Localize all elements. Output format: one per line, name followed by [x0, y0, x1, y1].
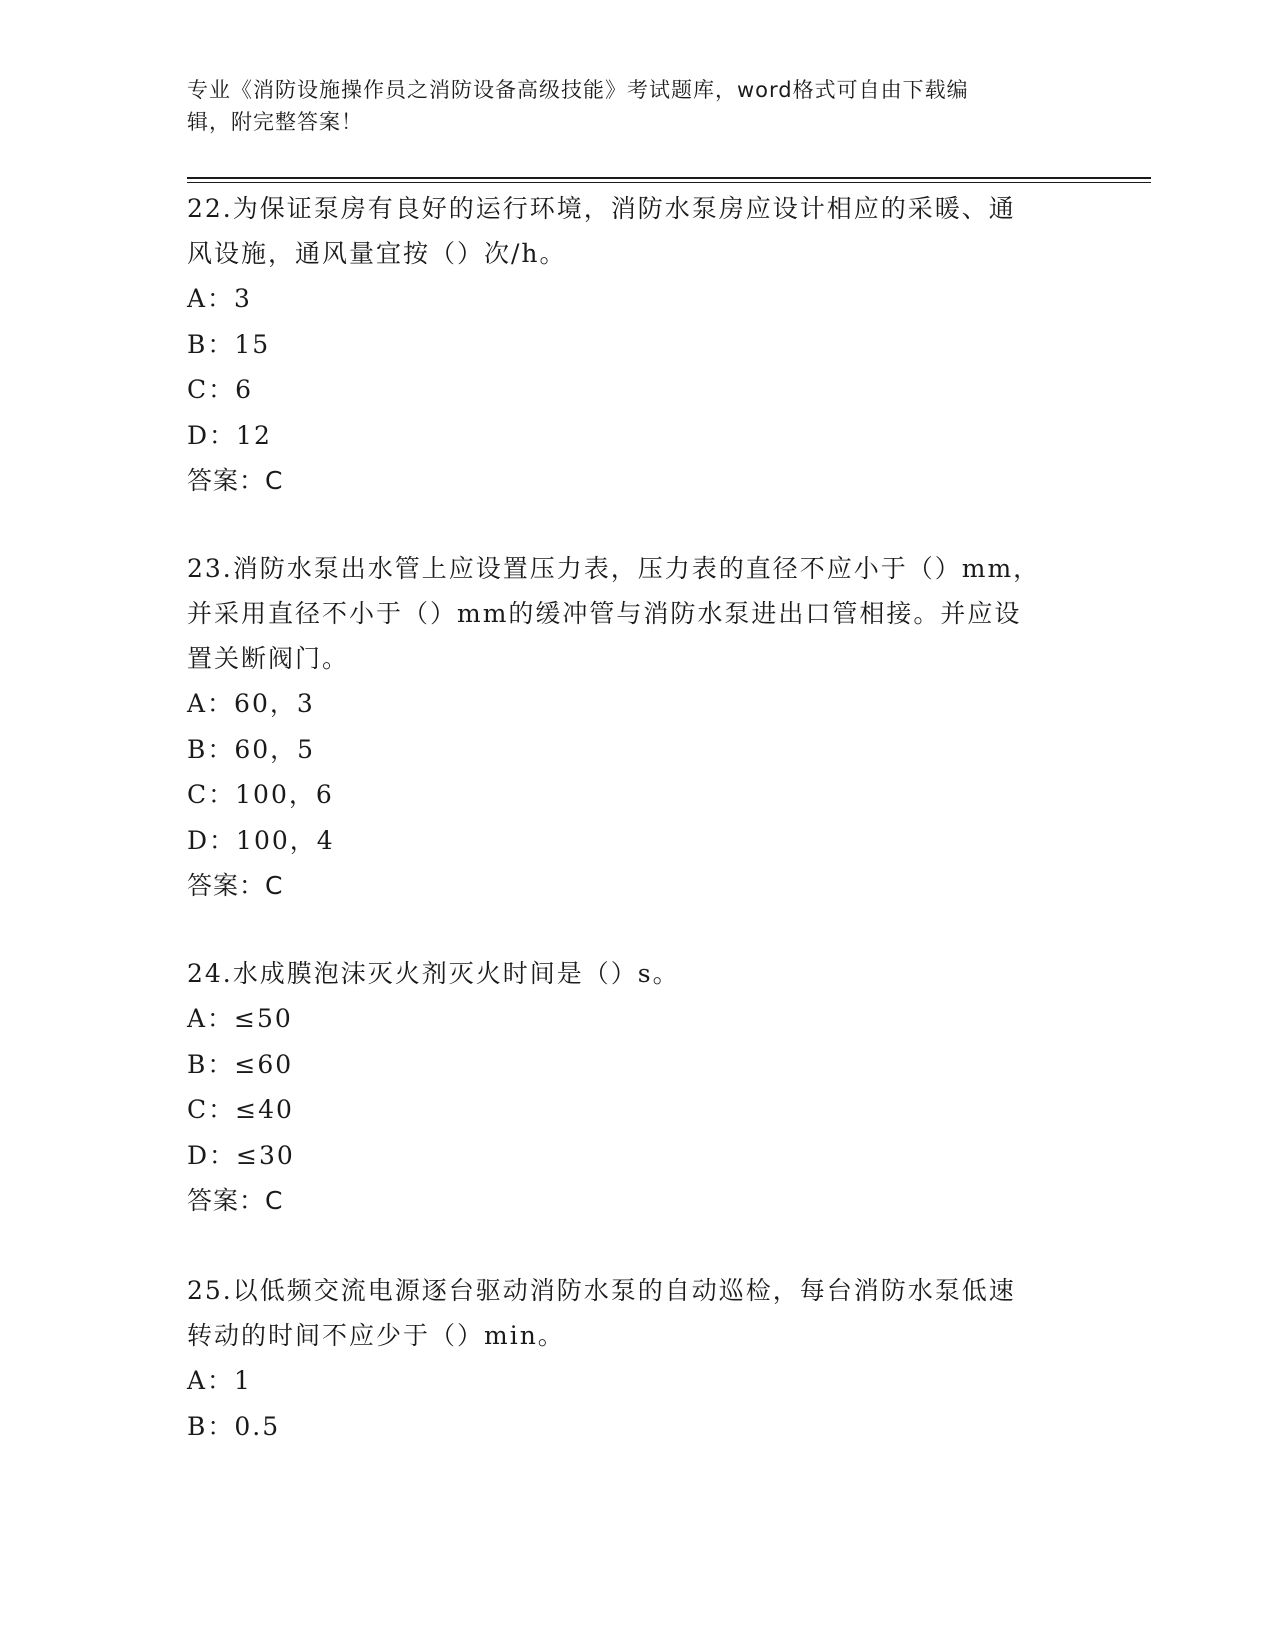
- option-a: A：≤50: [187, 1004, 293, 1033]
- option-b: B：≤60: [187, 1049, 294, 1079]
- option-c: C：≤40: [187, 1095, 294, 1124]
- question-24: [187, 951, 1087, 1223]
- question-stem-line: 风设施，通风量宜按（）次/h。: [187, 239, 567, 268]
- option-a: A：60，3: [187, 689, 315, 718]
- question-stem-line: 并采用直径不小于（）mm的缓冲管与消防水泵进出口管相接。并应设: [187, 599, 1022, 628]
- question-22: [187, 186, 1087, 503]
- header-divider-thick: [187, 177, 1151, 179]
- option-b: B：0.5: [187, 1411, 281, 1441]
- question-23: [187, 546, 1087, 908]
- option-b: B：15: [187, 329, 271, 359]
- question-stem-line: 转动的时间不应少于（）min。: [187, 1321, 565, 1350]
- question-25: [187, 1268, 1087, 1449]
- answer-line: 答案：C: [187, 466, 284, 495]
- header-divider-thin: [187, 182, 1151, 183]
- question-stem-line: 24.水成膜泡沫灭火剂灭火时间是（）s。: [187, 959, 680, 988]
- option-c: C：100，6: [187, 780, 334, 809]
- option-d: D：100，4: [187, 825, 335, 855]
- option-d: D：12: [187, 420, 272, 450]
- question-stem-line: 23.消防水泵出水管上应设置压力表，压力表的直径不应小于（）mm，: [187, 554, 1041, 583]
- header-line-1: 专业《消防设施操作员之消防设备高级技能》考试题库，word格式可自由下载编: [187, 78, 969, 102]
- option-b: B：60，5: [187, 734, 316, 764]
- option-d: D：≤30: [187, 1140, 295, 1170]
- document-header: [187, 74, 1067, 138]
- answer-line: 答案：C: [187, 1186, 284, 1215]
- question-stem-line: 25.以低频交流电源逐台驱动消防水泵的自动巡检，每台消防水泵低速: [187, 1276, 1016, 1305]
- option-a: A：3: [187, 284, 252, 313]
- header-line-2: 辑，附完整答案！: [187, 110, 363, 134]
- option-c: C：6: [187, 375, 254, 404]
- answer-line: 答案：C: [187, 871, 284, 900]
- question-stem-line: 置关断阀门。: [187, 644, 350, 673]
- option-a: A：1: [187, 1366, 252, 1395]
- question-stem-line: 22.为保证泵房有良好的运行环境，消防水泵房应设计相应的采暖、通: [187, 194, 1016, 223]
